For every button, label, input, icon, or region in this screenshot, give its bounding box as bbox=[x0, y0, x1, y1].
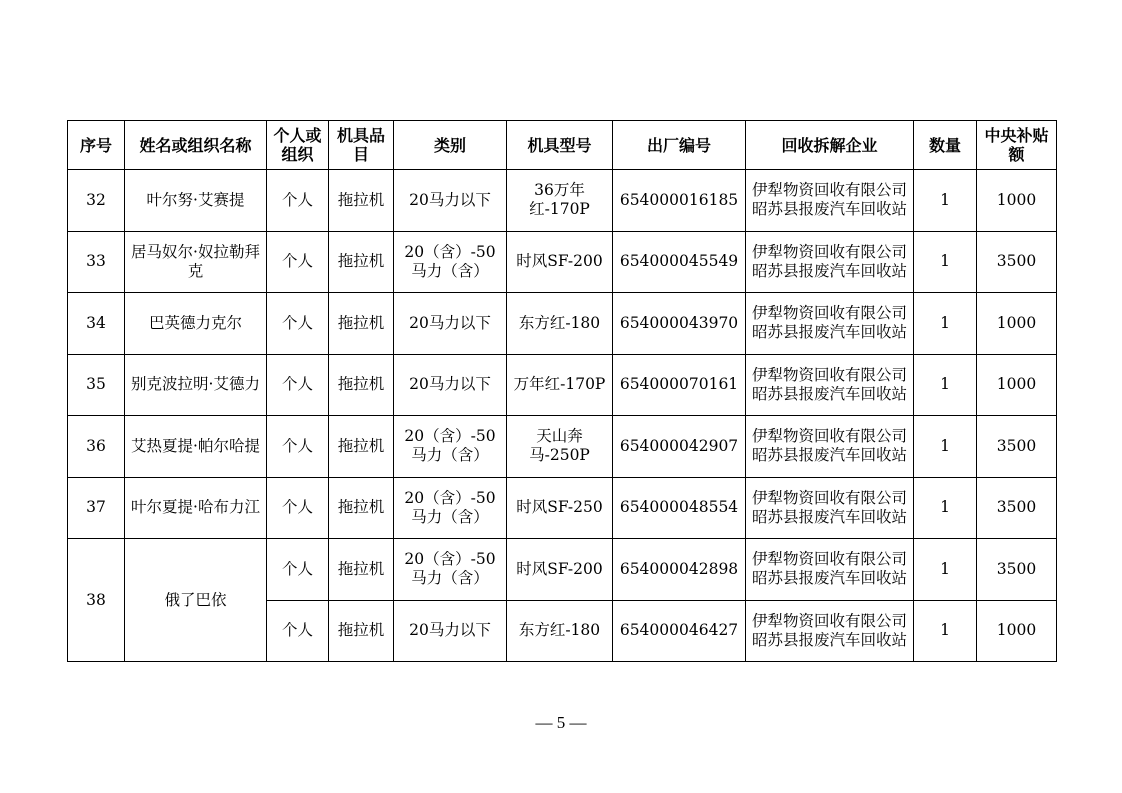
cell-name: 叶尔夏提·哈布力江 bbox=[125, 477, 267, 539]
table-row bbox=[68, 170, 1057, 232]
cell-category: 20（含）-50马力（含） bbox=[394, 477, 507, 539]
cell-company: 伊犁物资回收有限公司昭苏县报废汽车回收站 bbox=[746, 600, 914, 662]
cell-serial: 654000043970 bbox=[613, 293, 746, 355]
cell-category: 20（含）-50马力（含） bbox=[394, 539, 507, 601]
cell-category: 20马力以下 bbox=[394, 600, 507, 662]
table-row bbox=[68, 231, 1057, 293]
header-cell-item: 机具品目 bbox=[329, 121, 394, 170]
cell-serial: 654000048554 bbox=[613, 477, 746, 539]
cell-category: 20马力以下 bbox=[394, 293, 507, 355]
cell-no: 38 bbox=[68, 539, 125, 662]
cell-company: 伊犁物资回收有限公司昭苏县报废汽车回收站 bbox=[746, 539, 914, 601]
cell-qty: 1 bbox=[914, 477, 977, 539]
header-cell-no: 序号 bbox=[68, 121, 125, 170]
header-cell-serial: 出厂编号 bbox=[613, 121, 746, 170]
cell-type: 个人 bbox=[267, 354, 329, 416]
cell-qty: 1 bbox=[914, 231, 977, 293]
cell-no: 36 bbox=[68, 416, 125, 478]
page-number: — 5 — bbox=[535, 713, 587, 732]
cell-company: 伊犁物资回收有限公司昭苏县报废汽车回收站 bbox=[746, 231, 914, 293]
cell-serial: 654000042907 bbox=[613, 416, 746, 478]
cell-no: 33 bbox=[68, 231, 125, 293]
cell-serial: 654000045549 bbox=[613, 231, 746, 293]
cell-subsidy: 1000 bbox=[977, 170, 1057, 232]
cell-item: 拖拉机 bbox=[329, 293, 394, 355]
cell-model: 36万年红-170P bbox=[507, 170, 613, 232]
cell-company: 伊犁物资回收有限公司昭苏县报废汽车回收站 bbox=[746, 170, 914, 232]
table-row bbox=[68, 477, 1057, 539]
cell-category: 20马力以下 bbox=[394, 354, 507, 416]
cell-company: 伊犁物资回收有限公司昭苏县报废汽车回收站 bbox=[746, 416, 914, 478]
table-row bbox=[68, 293, 1057, 355]
cell-company: 伊犁物资回收有限公司昭苏县报废汽车回收站 bbox=[746, 354, 914, 416]
cell-item: 拖拉机 bbox=[329, 231, 394, 293]
cell-qty: 1 bbox=[914, 170, 977, 232]
cell-item: 拖拉机 bbox=[329, 354, 394, 416]
header-cell-company: 回收拆解企业 bbox=[746, 121, 914, 170]
cell-type: 个人 bbox=[267, 416, 329, 478]
cell-item: 拖拉机 bbox=[329, 416, 394, 478]
cell-item: 拖拉机 bbox=[329, 600, 394, 662]
cell-name: 叶尔努·艾赛提 bbox=[125, 170, 267, 232]
cell-serial: 654000046427 bbox=[613, 600, 746, 662]
cell-subsidy: 3500 bbox=[977, 539, 1057, 601]
cell-category: 20（含）-50马力（含） bbox=[394, 416, 507, 478]
cell-no: 35 bbox=[68, 354, 125, 416]
cell-name: 艾热夏提·帕尔哈提 bbox=[125, 416, 267, 478]
cell-model: 时风SF-250 bbox=[507, 477, 613, 539]
header-cell-type: 个人或组织 bbox=[267, 121, 329, 170]
cell-model: 万年红-170P bbox=[507, 354, 613, 416]
cell-subsidy: 1000 bbox=[977, 600, 1057, 662]
cell-type: 个人 bbox=[267, 293, 329, 355]
cell-type: 个人 bbox=[267, 477, 329, 539]
cell-category: 20马力以下 bbox=[394, 170, 507, 232]
table-row bbox=[68, 539, 1057, 601]
cell-model: 时风SF-200 bbox=[507, 231, 613, 293]
cell-name: 巴英德力克尔 bbox=[125, 293, 267, 355]
cell-company: 伊犁物资回收有限公司昭苏县报废汽车回收站 bbox=[746, 477, 914, 539]
header-cell-name: 姓名或组织名称 bbox=[125, 121, 267, 170]
cell-serial: 654000070161 bbox=[613, 354, 746, 416]
cell-type: 个人 bbox=[267, 600, 329, 662]
cell-model: 时风SF-200 bbox=[507, 539, 613, 601]
header-cell-qty: 数量 bbox=[914, 121, 977, 170]
cell-model: 东方红-180 bbox=[507, 600, 613, 662]
cell-category: 20（含）-50马力（含） bbox=[394, 231, 507, 293]
cell-subsidy: 3500 bbox=[977, 416, 1057, 478]
cell-subsidy: 3500 bbox=[977, 477, 1057, 539]
cell-model: 东方红-180 bbox=[507, 293, 613, 355]
cell-qty: 1 bbox=[914, 354, 977, 416]
table-header-row bbox=[68, 121, 1057, 170]
cell-serial: 654000042898 bbox=[613, 539, 746, 601]
cell-item: 拖拉机 bbox=[329, 477, 394, 539]
cell-type: 个人 bbox=[267, 231, 329, 293]
header-cell-category: 类别 bbox=[394, 121, 507, 170]
cell-name: 俄了巴依 bbox=[125, 539, 267, 662]
header-cell-model: 机具型号 bbox=[507, 121, 613, 170]
header-cell-subsidy: 中央补贴额 bbox=[977, 121, 1057, 170]
cell-company: 伊犁物资回收有限公司昭苏县报废汽车回收站 bbox=[746, 293, 914, 355]
cell-subsidy: 1000 bbox=[977, 354, 1057, 416]
table-row bbox=[68, 416, 1057, 478]
cell-no: 37 bbox=[68, 477, 125, 539]
cell-serial: 654000016185 bbox=[613, 170, 746, 232]
cell-model: 天山奔马-250P bbox=[507, 416, 613, 478]
cell-item: 拖拉机 bbox=[329, 539, 394, 601]
table-row bbox=[68, 354, 1057, 416]
cell-type: 个人 bbox=[267, 539, 329, 601]
cell-subsidy: 1000 bbox=[977, 293, 1057, 355]
cell-qty: 1 bbox=[914, 293, 977, 355]
cell-name: 居马奴尔·奴拉勒拜克 bbox=[125, 231, 267, 293]
cell-no: 32 bbox=[68, 170, 125, 232]
cell-no: 34 bbox=[68, 293, 125, 355]
cell-item: 拖拉机 bbox=[329, 170, 394, 232]
cell-qty: 1 bbox=[914, 416, 977, 478]
cell-type: 个人 bbox=[267, 170, 329, 232]
cell-qty: 1 bbox=[914, 539, 977, 601]
cell-qty: 1 bbox=[914, 600, 977, 662]
subsidy-table bbox=[67, 120, 1057, 662]
cell-subsidy: 3500 bbox=[977, 231, 1057, 293]
cell-name: 别克波拉明·艾德力 bbox=[125, 354, 267, 416]
